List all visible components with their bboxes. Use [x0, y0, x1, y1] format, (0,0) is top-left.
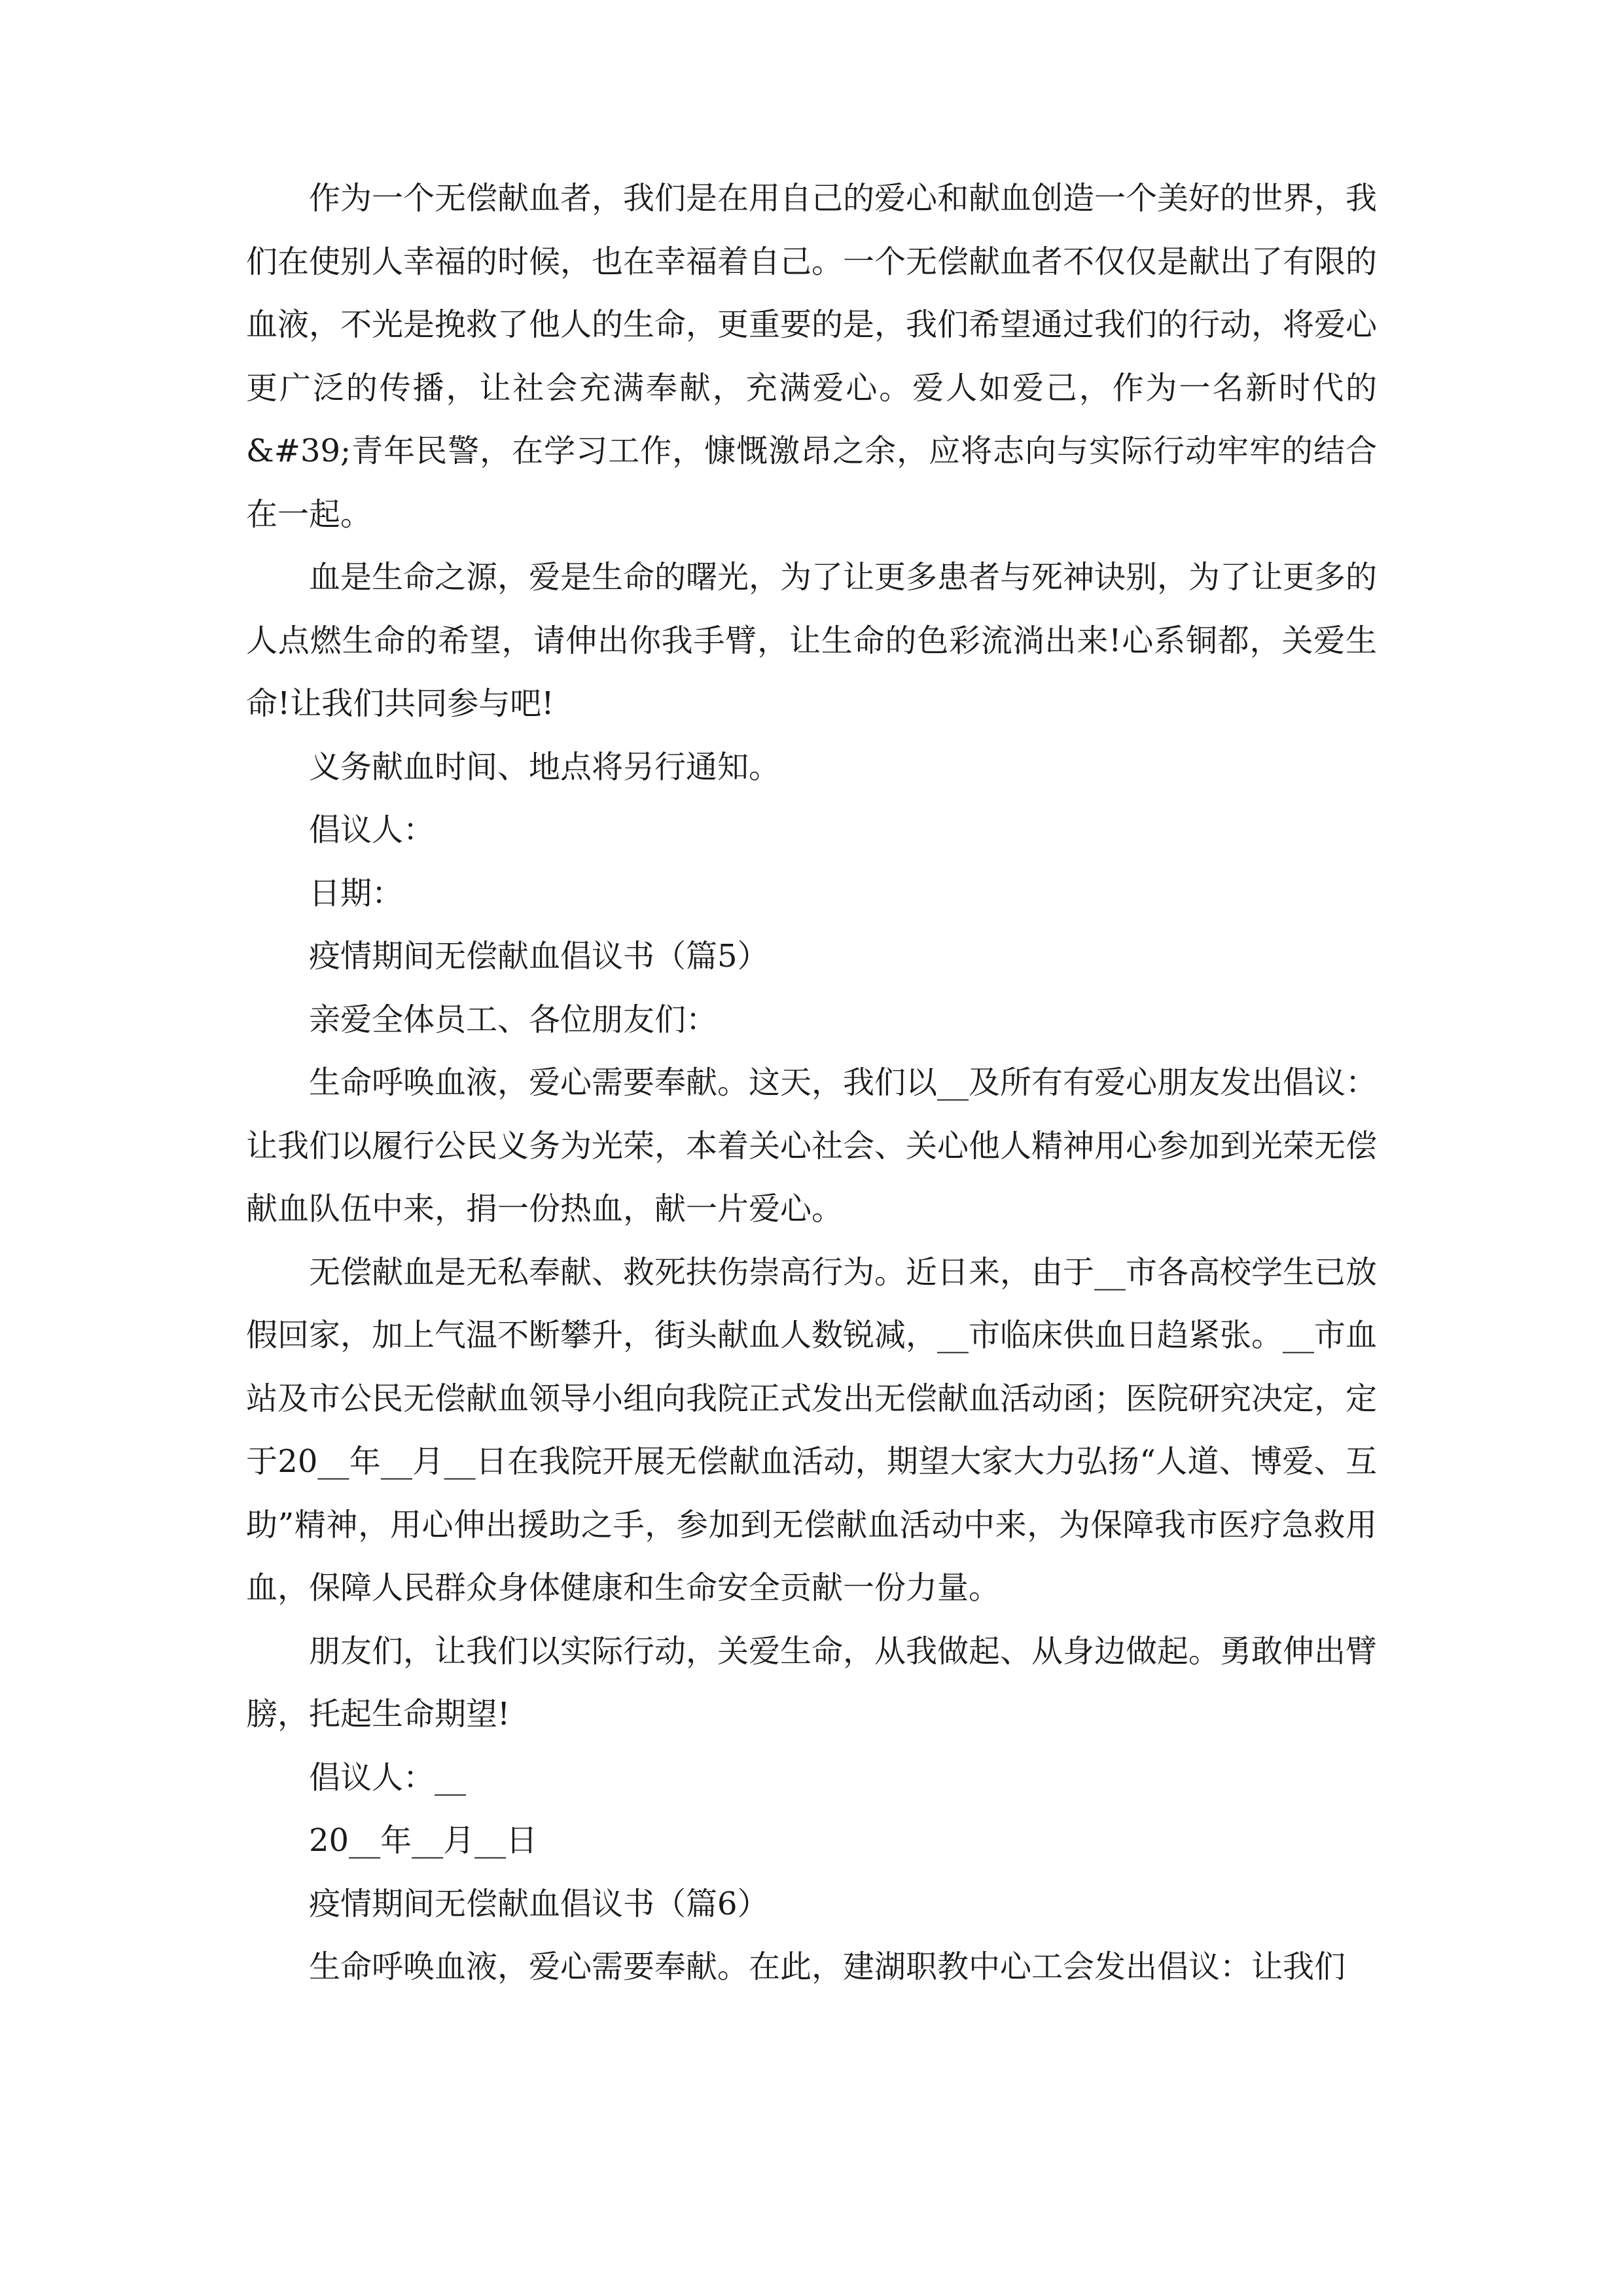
signature-date: 20__年__月__日	[309, 1822, 538, 1859]
section-heading-6: 疫情期间无偿献血倡议书（篇6）	[309, 1885, 769, 1922]
paragraph-background: 无偿献血是无私奉献、救死扶伤崇高行为。近日来，由于__市各高校学生已放假回家，加上气温不断攀升，街头献血人数锐减，__市临床供血日趋紧张。__市血站及市公民无偿献血领导小组向我院正式发出无偿献血活动函；医院研究决定，定于20__年__月__日在我院开展无偿献血活动，期望大家大力弘扬“人道、博爱、互助”精神，用心伸出援助之手，参加到无偿献血活动中来，为保障我市医疗急救用血，保障人民群众身体健康和生命安全贡献一份力量。	[246, 1253, 1378, 1606]
document-body	[246, 167, 1377, 1999]
initiator-signature: 倡议人：__	[309, 1759, 467, 1796]
section-heading-5: 疫情期间无偿献血倡议书（篇5）	[309, 938, 769, 975]
paragraph-section6-intro: 生命呼唤血液，爱心需要奉献。在此，建湖职教中心工会发出倡议：让我们	[309, 1948, 1346, 1985]
paragraph-notice: 义务献血时间、地点将另行通知。	[309, 748, 781, 785]
paragraph-donor-love: 作为一个无偿献血者，我们是在用自己的爱心和献血创造一个美好的世界，我们在使别人幸福的时候，也在幸福着自己。一个无偿献血者不仅仅是献出了有限的血液，不光是挽救了他人的生命，更重要的是，我们希望通过我们的行动，将爱心更广泛的传播，让社会充满奉献，充满爱心。爱人如爱己，作为一名新时代的&#39;青年民警，在学习工作，慷慨激昂之余，应将志向与实际行动牢牢的结合在一起。	[246, 180, 1378, 533]
paragraph-call-to-action: 生命呼唤血液，爱心需要奉献。这天，我们以__及所有有爱心朋友发出倡议：让我们以履行公民义务为光荣，本着关心社会、关心他人精神用心参加到光荣无偿献血队伍中来，捐一份热血，献一片爱心。	[246, 1064, 1378, 1227]
date-label: 日期：	[309, 874, 404, 912]
paragraph-friends: 朋友们，让我们以实际行动，关爱生命，从我做起、从身边做起。勇敢伸出臂膀，托起生命期望!	[246, 1632, 1378, 1732]
initiator-label: 倡议人：	[309, 812, 435, 848]
salutation: 亲爱全体员工、各位朋友们：	[309, 1001, 718, 1038]
paragraph-blood-source: 血是生命之源，爱是生命的曙光，为了让更多患者与死神诀别，为了让更多的人点燃生命的希望，请伸出你我手臂，让生命的色彩流淌出来!心系铜都，关爱生命!让我们共同参与吧!	[246, 559, 1378, 722]
